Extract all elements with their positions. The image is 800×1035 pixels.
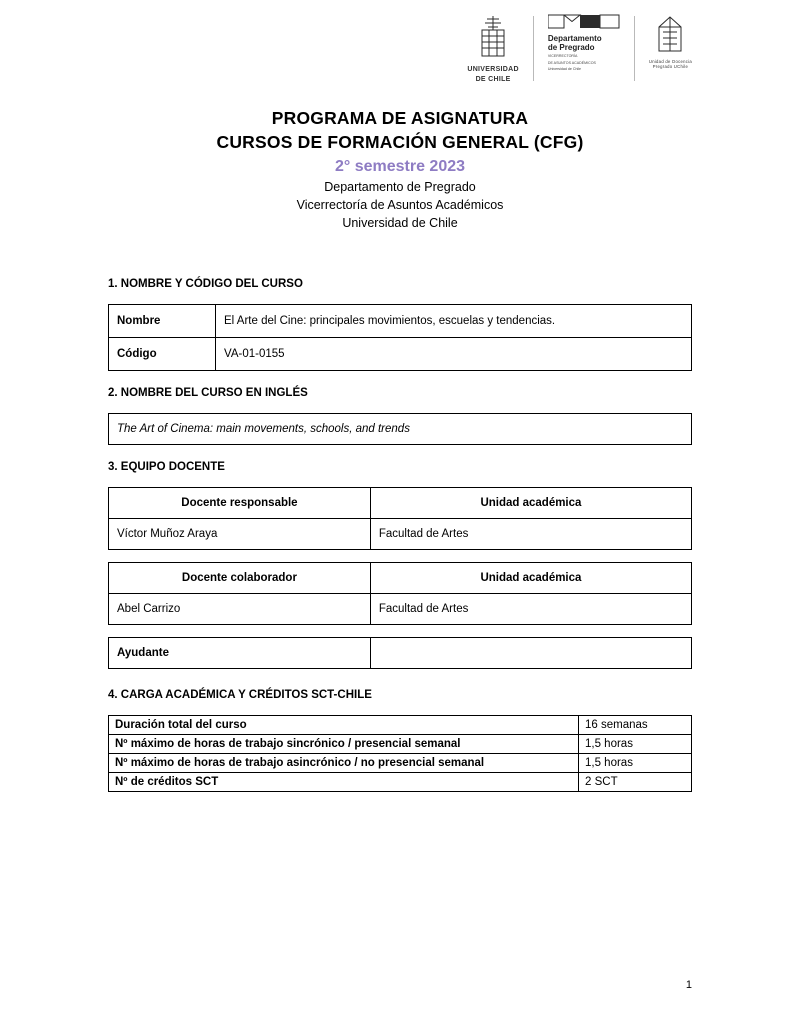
ayudante-label: Ayudante	[109, 638, 371, 669]
horas-asincronico-value: 1,5 horas	[579, 754, 692, 773]
duracion-label: Duración total del curso	[109, 716, 579, 735]
logo-divider-2	[634, 16, 635, 81]
universidad-de-chile-logo	[467, 14, 519, 83]
table-row	[109, 305, 692, 338]
logo-bar	[0, 0, 800, 83]
unidad-logo-line1: Unidad de Docencia	[648, 58, 692, 64]
creditos-sct-label: Nº de créditos SCT	[109, 773, 579, 792]
department-label: Departamento de Pregrado	[324, 179, 476, 194]
section-3-heading: 3. EQUIPO DOCENTE	[108, 461, 225, 474]
duracion-value: 16 semanas	[579, 716, 692, 735]
page-number: 1	[685, 979, 692, 991]
document-content	[0, 232, 800, 792]
table-row	[109, 594, 692, 625]
horas-asincronico-label: Nº máximo de horas de trabajo asincrónico / no presencial semanal	[109, 754, 579, 773]
logo-divider-1	[533, 16, 534, 81]
docente-responsable-table	[108, 487, 692, 550]
ayudante-table	[108, 637, 692, 669]
unidad-logo-line2: Pregrado UChile	[652, 64, 689, 70]
course-name-label: Nombre	[109, 305, 216, 338]
departamento-title-line1: Departamento	[547, 33, 602, 43]
table-header-row	[109, 563, 692, 594]
section-1-heading: 1. NOMBRE Y CÓDIGO DEL CURSO	[108, 278, 303, 291]
table-header-row	[109, 488, 692, 519]
english-name-table	[108, 413, 692, 445]
uchile-logo-line1: UNIVERSIDAD	[467, 65, 519, 73]
table-row	[109, 519, 692, 550]
table-row	[109, 338, 692, 371]
ayudante-value	[370, 638, 691, 669]
table-row	[109, 773, 692, 792]
unidad-academica-col-header-1: Unidad académica	[370, 488, 691, 519]
course-code-label: Código	[109, 338, 216, 371]
table-row	[109, 754, 692, 773]
unidad-academica-col-header-2: Unidad académica	[370, 563, 691, 594]
section-2-heading: 2. NOMBRE DEL CURSO EN INGLÉS	[108, 387, 308, 400]
departamento-sub-line2: DE ASUNTOS ACADÉMICOS	[547, 60, 596, 65]
unidad-docencia-logo	[649, 14, 692, 70]
docente-responsable-name: Víctor Muñoz Araya	[109, 519, 371, 550]
uchile-crest-icon	[476, 14, 510, 63]
table-row	[109, 414, 692, 445]
course-name-table	[108, 304, 692, 371]
docente-colaborador-col-header: Docente colaborador	[109, 563, 371, 594]
vicerrectoria-label: Vicerrectoría de Asuntos Académicos	[296, 197, 504, 212]
departamento-title-line2: de Pregrado	[547, 42, 595, 52]
departamento-sub-line3: Universidad de Chile	[547, 67, 582, 72]
university-label: Universidad de Chile	[342, 216, 458, 231]
page-title-line1: PROGRAMA DE ASIGNATURA	[271, 108, 529, 129]
creditos-sct-value: 2 SCT	[579, 773, 692, 792]
pregrado-mark-icon	[548, 14, 620, 35]
course-name-value: El Arte del Cine: principales movimientos, escuelas y tendencias.	[216, 305, 692, 338]
departamento-sub-line1: VICERRECTORÍA	[547, 54, 578, 59]
table-row	[109, 638, 692, 669]
carga-academica-table	[108, 715, 692, 792]
horas-sincronico-value: 1,5 horas	[579, 735, 692, 754]
document-title-block	[0, 107, 800, 232]
horas-sincronico-label: Nº máximo de horas de trabajo sincrónico / presencial semanal	[109, 735, 579, 754]
docente-responsable-unit: Facultad de Artes	[370, 519, 691, 550]
docente-colaborador-unit: Facultad de Artes	[370, 594, 691, 625]
uchile-logo-line2: DE CHILE	[475, 76, 511, 84]
table-row	[109, 716, 692, 735]
docente-colaborador-table	[108, 562, 692, 625]
docente-responsable-col-header: Docente responsable	[109, 488, 371, 519]
section-4-heading: 4. CARGA ACADÉMICA Y CRÉDITOS SCT-CHILE	[108, 689, 372, 702]
course-code-value: VA-01-0155	[216, 338, 692, 371]
docente-colaborador-name: Abel Carrizo	[109, 594, 371, 625]
semester-label: 2° semestre 2023	[334, 157, 466, 175]
page-title-line2: CURSOS DE FORMACIÓN GENERAL (CFG)	[216, 131, 584, 152]
english-name-value: The Art of Cinema: main movements, schools, and trends	[109, 414, 692, 445]
departamento-pregrado-logo	[548, 14, 620, 72]
table-row	[109, 735, 692, 754]
unidad-docencia-icon	[653, 14, 687, 59]
